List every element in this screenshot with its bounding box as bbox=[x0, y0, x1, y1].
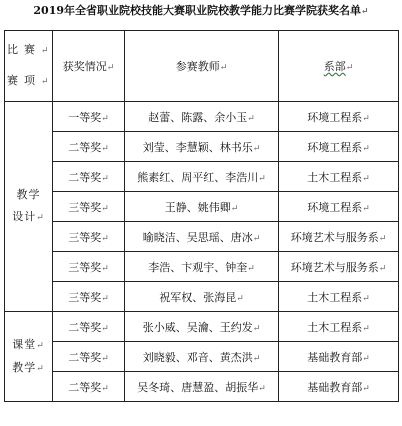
paragraph-mark-icon: ↵ bbox=[362, 323, 370, 334]
teachers-cell bbox=[125, 342, 279, 372]
table-row bbox=[5, 312, 399, 342]
header-competition-line1: 比赛 bbox=[7, 43, 41, 56]
award-text: 二等奖 bbox=[68, 170, 102, 184]
award-text: 三等奖 bbox=[68, 230, 102, 244]
award-table bbox=[4, 30, 399, 402]
table-row bbox=[5, 252, 399, 282]
award-text: 二等奖 bbox=[68, 320, 102, 334]
award-cell bbox=[53, 372, 125, 402]
paragraph-mark-icon: ↵ bbox=[252, 323, 261, 334]
teachers-cell bbox=[125, 132, 279, 162]
teachers-text: 喻晓洁、吴思瑶、唐冰 bbox=[142, 230, 253, 244]
teachers-text: 祝军权、张海昆 bbox=[159, 290, 237, 304]
paragraph-mark-icon: ↵ bbox=[236, 293, 244, 304]
header-award bbox=[53, 31, 125, 102]
paragraph-mark-icon: ↵ bbox=[230, 203, 239, 214]
table-row bbox=[5, 192, 399, 222]
paragraph-mark-icon: ↵ bbox=[252, 143, 261, 154]
teachers-cell bbox=[125, 162, 279, 192]
paragraph-mark-icon: ↵ bbox=[101, 383, 109, 394]
header-competition-line2: 赛项 bbox=[7, 74, 41, 87]
teachers-cell bbox=[125, 282, 279, 312]
department-text: 土木工程系 bbox=[307, 290, 363, 304]
teachers-text: 李浩、卞观宇、钟奎 bbox=[148, 260, 248, 274]
header-teachers bbox=[125, 31, 279, 102]
paragraph-mark-icon: ↵ bbox=[362, 293, 370, 304]
award-text: 二等奖 bbox=[68, 350, 102, 364]
teachers-cell bbox=[125, 222, 279, 252]
teachers-cell bbox=[125, 312, 279, 342]
paragraph-mark-icon: ↵ bbox=[252, 233, 261, 244]
paragraph-mark-icon: ↵ bbox=[247, 113, 255, 124]
table-row bbox=[5, 282, 399, 312]
paragraph-mark-icon: ↵ bbox=[101, 203, 109, 214]
award-text: 二等奖 bbox=[68, 140, 102, 154]
paragraph-mark-icon: ↵ bbox=[36, 213, 45, 223]
table-header-row bbox=[5, 31, 399, 102]
header-teachers-text: 参赛教师 bbox=[175, 60, 220, 73]
award-cell bbox=[53, 192, 125, 222]
category-classroom-teaching bbox=[5, 312, 53, 402]
paragraph-mark-icon: ↵ bbox=[345, 63, 354, 73]
department-cell bbox=[279, 252, 399, 282]
category-line2: 教学 bbox=[12, 360, 37, 374]
header-award-text: 获奖情况 bbox=[62, 60, 107, 73]
paragraph-mark-icon: ↵ bbox=[41, 77, 55, 87]
paragraph-mark-icon: ↵ bbox=[36, 363, 45, 374]
category-line1: 教学 bbox=[16, 188, 41, 201]
paragraph-mark-icon: ↵ bbox=[362, 353, 370, 364]
teachers-text: 吴冬琦、唐慧盈、胡振华 bbox=[137, 380, 259, 394]
paragraph-mark-icon: ↵ bbox=[258, 383, 266, 394]
paragraph-mark-icon: ↵ bbox=[41, 46, 55, 56]
award-cell bbox=[53, 222, 125, 252]
category-line2: 设计 bbox=[12, 210, 37, 223]
paragraph-mark-icon: ↵ bbox=[106, 63, 115, 73]
document-title-text: 2019年全省职业院校技能大赛职业院校教学能力比赛学院获奖名单 bbox=[33, 4, 362, 17]
paragraph-mark-icon: ↵ bbox=[252, 353, 261, 364]
award-cell bbox=[53, 102, 125, 132]
paragraph-mark-icon: ↵ bbox=[378, 263, 387, 274]
category-teaching-design bbox=[5, 102, 53, 312]
award-cell bbox=[53, 162, 125, 192]
department-cell bbox=[279, 342, 399, 372]
teachers-text: 熊素红、周平红、李浩川 bbox=[137, 170, 259, 184]
teachers-text: 张小威、吴瀹、王约发 bbox=[142, 320, 253, 334]
teachers-cell bbox=[125, 252, 279, 282]
paragraph-mark-icon: ↵ bbox=[362, 173, 370, 184]
paragraph-mark-icon: ↵ bbox=[362, 203, 370, 214]
paragraph-mark-icon: ↵ bbox=[101, 323, 109, 334]
department-text: 基础教育部 bbox=[307, 350, 363, 364]
department-cell bbox=[279, 312, 399, 342]
department-text: 基础教育部 bbox=[307, 380, 363, 394]
department-text: 土木工程系 bbox=[307, 320, 363, 334]
header-competition bbox=[5, 31, 53, 102]
paragraph-mark-icon: ↵ bbox=[101, 113, 109, 124]
department-cell bbox=[279, 132, 399, 162]
paragraph-mark-icon: ↵ bbox=[378, 233, 387, 244]
paragraph-mark-icon: ↵ bbox=[361, 7, 369, 17]
table-row bbox=[5, 102, 399, 132]
paragraph-mark-icon: ↵ bbox=[101, 353, 109, 364]
department-cell bbox=[279, 372, 399, 402]
award-cell bbox=[53, 342, 125, 372]
teachers-text: 刘莹、李慧颖、林书乐 bbox=[142, 140, 253, 154]
award-text: 一等奖 bbox=[68, 110, 102, 124]
award-text: 三等奖 bbox=[68, 200, 102, 214]
paragraph-mark-icon: ↵ bbox=[362, 143, 370, 154]
department-text: 土木工程系 bbox=[307, 170, 363, 184]
paragraph-mark-icon: ↵ bbox=[219, 63, 228, 73]
teachers-cell bbox=[125, 372, 279, 402]
paragraph-mark-icon: ↵ bbox=[101, 173, 109, 184]
document-title bbox=[0, 4, 402, 19]
department-cell bbox=[279, 282, 399, 312]
award-text: 二等奖 bbox=[68, 380, 102, 394]
paragraph-mark-icon: ↵ bbox=[101, 143, 109, 154]
teachers-cell bbox=[125, 102, 279, 132]
table-row bbox=[5, 372, 399, 402]
department-text: 环境艺术与服务系 bbox=[290, 230, 379, 244]
award-cell bbox=[53, 252, 125, 282]
award-text: 三等奖 bbox=[68, 260, 102, 274]
table-row bbox=[5, 132, 399, 162]
teachers-text: 刘晓毅、邓音、黄杰洪 bbox=[142, 350, 253, 364]
department-text: 环境工程系 bbox=[307, 110, 363, 124]
award-cell bbox=[53, 282, 125, 312]
department-cell bbox=[279, 162, 399, 192]
department-cell bbox=[279, 222, 399, 252]
category-line1: 课堂 bbox=[12, 337, 37, 351]
paragraph-mark-icon: ↵ bbox=[36, 340, 45, 351]
teachers-text: 赵蕾、陈露、余小玉 bbox=[148, 110, 248, 124]
award-text: 三等奖 bbox=[68, 290, 102, 304]
paragraph-mark-icon: ↵ bbox=[101, 263, 109, 274]
header-department-text: 系部 bbox=[323, 60, 346, 73]
paragraph-mark-icon: ↵ bbox=[101, 293, 109, 304]
department-text: 环境工程系 bbox=[307, 200, 363, 214]
table-row bbox=[5, 222, 399, 252]
award-cell bbox=[53, 312, 125, 342]
table-row bbox=[5, 342, 399, 372]
header-department bbox=[279, 31, 399, 102]
paragraph-mark-icon: ↵ bbox=[258, 173, 266, 184]
department-cell bbox=[279, 102, 399, 132]
paragraph-mark-icon: ↵ bbox=[362, 383, 370, 394]
teachers-text: 王静、姚伟卿 bbox=[164, 200, 231, 214]
department-text: 环境工程系 bbox=[307, 140, 363, 154]
department-cell bbox=[279, 192, 399, 222]
table-row bbox=[5, 162, 399, 192]
paragraph-mark-icon: ↵ bbox=[101, 233, 109, 244]
teachers-cell bbox=[125, 192, 279, 222]
paragraph-mark-icon: ↵ bbox=[362, 113, 370, 124]
department-text: 环境艺术与服务系 bbox=[290, 260, 379, 274]
award-cell bbox=[53, 132, 125, 162]
paragraph-mark-icon: ↵ bbox=[247, 263, 255, 274]
